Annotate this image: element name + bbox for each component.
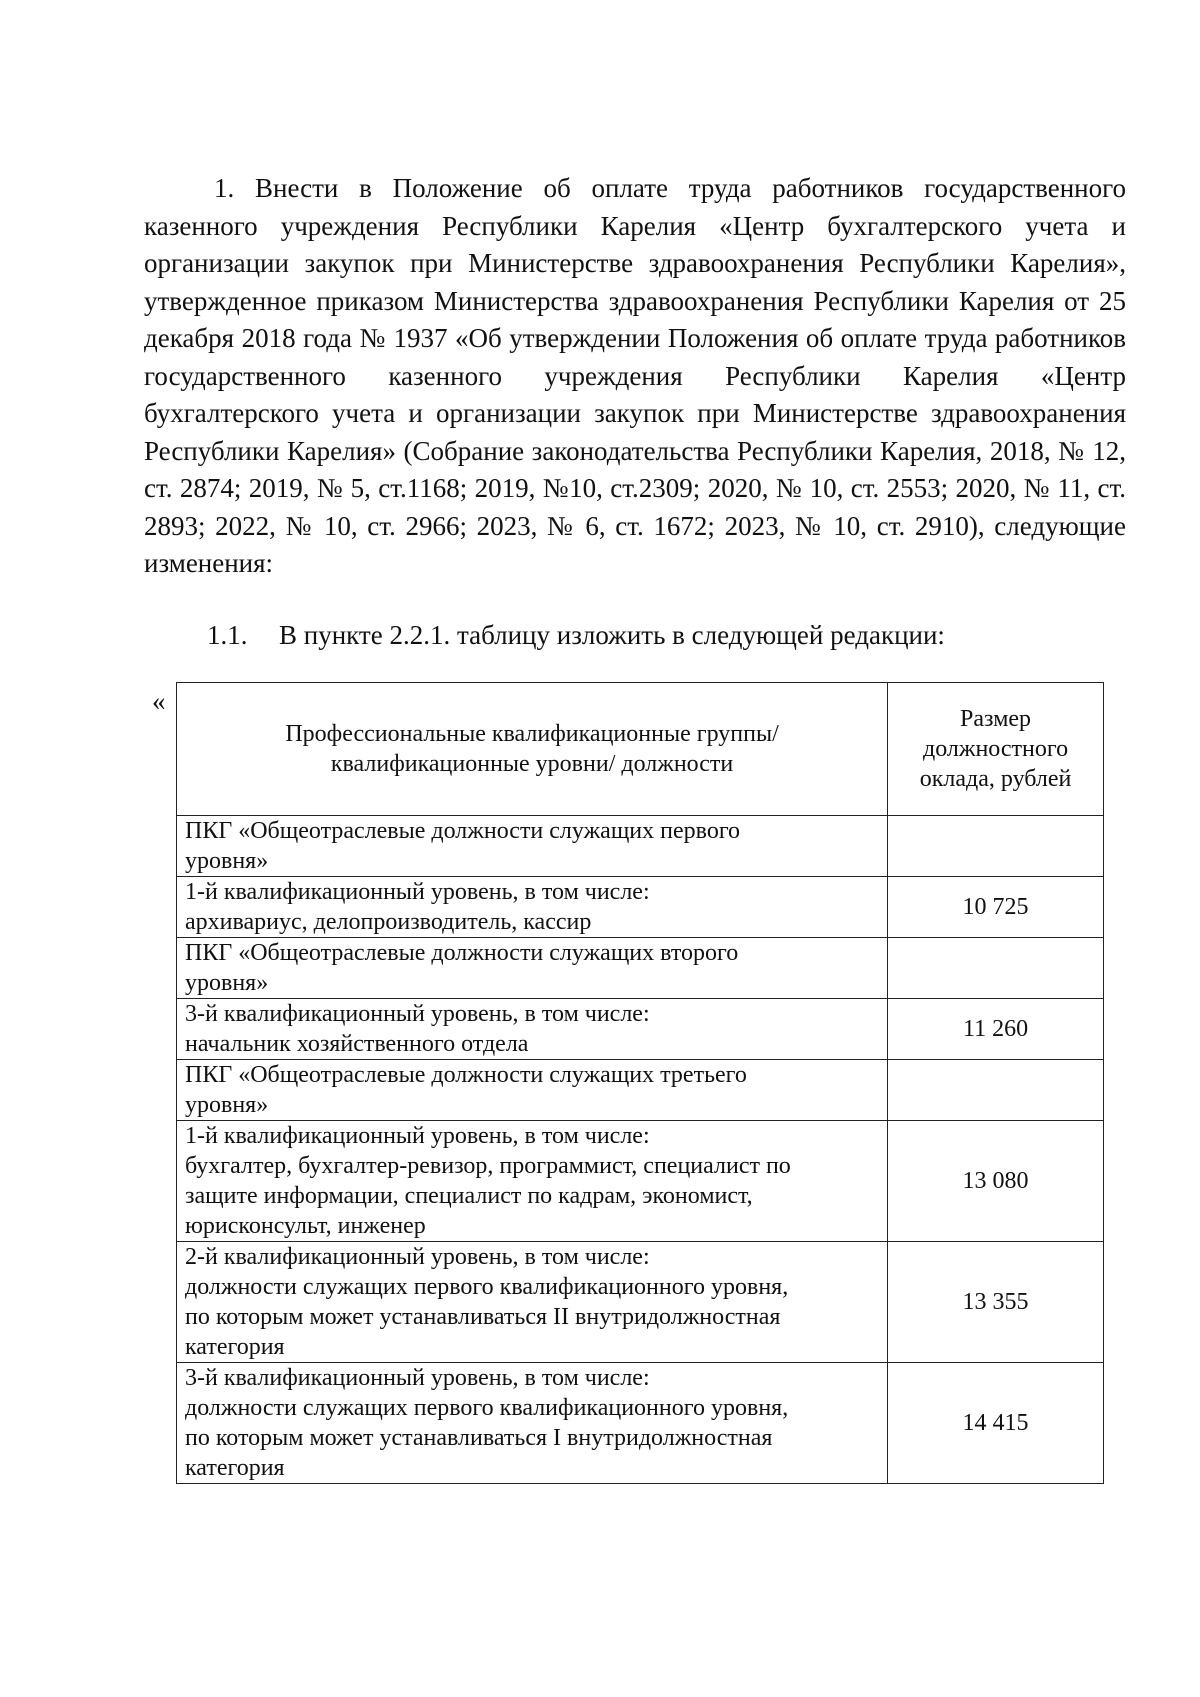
row-line: уровня»	[185, 848, 269, 874]
row-salary-cell: 11 260	[888, 999, 1104, 1060]
row-line: должности служащих первого квалификационного уровня,	[185, 1274, 789, 1300]
table-row	[177, 816, 1104, 877]
header-salary-line-2: должностного	[922, 736, 1069, 762]
row-line: 3-й квалификационный уровень, в том числе:	[185, 1365, 650, 1391]
row-position-cell	[177, 877, 888, 938]
row-line: защите информации, специалист по кадрам, экономист,	[185, 1183, 753, 1209]
header-position-groups-line-2: квалификационные уровни/ должности	[330, 751, 734, 777]
table-row	[177, 1242, 1104, 1363]
row-position-cell	[177, 1121, 888, 1242]
row-salary-cell	[888, 1060, 1104, 1121]
row-position-cell	[177, 1060, 888, 1121]
row-salary-cell: 13 080	[888, 1121, 1104, 1242]
row-line: должности служащих первого квалификационного уровня,	[185, 1395, 789, 1421]
table-row	[177, 877, 1104, 938]
paragraph-1: 1. Внести в Положение об оплате труда работников государственного казенного учреждения Республики Карелия «Центр бухгалтерского учета и организации закупок при Министерстве здравоохранения Республики Карелия», утвержденное приказом Министерства здравоохранения Республики Карелия от 25 декабря 2018 года № 1937 «Об утверждении Положения об оплате труда работников государственного казенного учреждения Республики Карелия «Центр бухгалтерского учета и организации закупок при Министерстве здравоохранения Республики Карелия» (Собрание законодательства Республики Карелия, 2018, № 12, ст. 2874; 2019, № 5, ст.1168; 2019, №10, ст.2309; 2020, № 10, ст. 2553; 2020, № 11, ст. 2893; 2022, № 10, ст. 2966; 2023, № 6, ст. 1672; 2023, № 10, ст. 2910), следующие изменения:	[144, 173, 1126, 578]
row-line: категория	[185, 1334, 285, 1360]
row-line: юрисконсульт, инженер	[185, 1213, 426, 1239]
row-line: бухгалтер, бухгалтер-ревизор, программист, специалист по	[185, 1153, 791, 1179]
row-salary-cell: 13 355	[888, 1242, 1104, 1363]
paragraph-1-1-number: 1.1.	[207, 620, 248, 650]
row-salary-cell	[888, 816, 1104, 877]
table-row	[177, 999, 1104, 1060]
row-line: по которым может устанавливаться I внутридолжностная	[185, 1425, 773, 1451]
paragraph-1-1-text: В пункте 2.2.1. таблицу изложить в следующей редакции:	[279, 620, 945, 650]
header-salary-size	[888, 683, 1104, 816]
row-position-cell	[177, 1242, 888, 1363]
header-position-groups-line-1: Профессиональные квалификационные группы/	[285, 721, 779, 747]
row-position-cell	[177, 999, 888, 1060]
table-row	[177, 1121, 1104, 1242]
header-salary-line-3: оклада, рублей	[919, 766, 1072, 792]
table-row	[177, 1060, 1104, 1121]
paragraph-1-1	[207, 617, 945, 655]
row-position-cell	[177, 1363, 888, 1484]
row-line: 2-й квалификационный уровень, в том числе:	[185, 1244, 650, 1270]
salary-table	[176, 682, 1104, 1484]
row-position-cell	[177, 816, 888, 877]
row-line: уровня»	[185, 1092, 269, 1118]
row-salary-cell: 14 415	[888, 1363, 1104, 1484]
header-position-groups	[177, 683, 888, 816]
table-row	[177, 938, 1104, 999]
row-position-cell	[177, 938, 888, 999]
row-salary-cell: 10 725	[888, 877, 1104, 938]
row-line: ПКГ «Общеотраслевые должности служащих первого	[185, 818, 741, 844]
table-header-row	[177, 683, 1104, 816]
row-line: архивариус, делопроизводитель, кассир	[185, 909, 592, 935]
header-salary-line-1: Размер	[960, 706, 1032, 732]
row-line: 1-й квалификационный уровень, в том числе:	[185, 879, 650, 905]
row-line: категория	[185, 1455, 285, 1481]
opening-quote-mark: «	[152, 686, 166, 716]
table-row	[177, 1363, 1104, 1484]
row-line: ПКГ «Общеотраслевые должности служащих третьего	[185, 1062, 747, 1088]
row-line: 1-й квалификационный уровень, в том числе:	[185, 1123, 650, 1149]
row-salary-cell	[888, 938, 1104, 999]
row-line: 3-й квалификационный уровень, в том числе:	[185, 1001, 650, 1027]
row-line: по которым может устанавливаться II внутридолжностная	[185, 1304, 781, 1330]
row-line: начальник хозяйственного отдела	[185, 1031, 529, 1057]
row-line: уровня»	[185, 970, 269, 996]
row-line: ПКГ «Общеотраслевые должности служащих второго	[185, 940, 739, 966]
